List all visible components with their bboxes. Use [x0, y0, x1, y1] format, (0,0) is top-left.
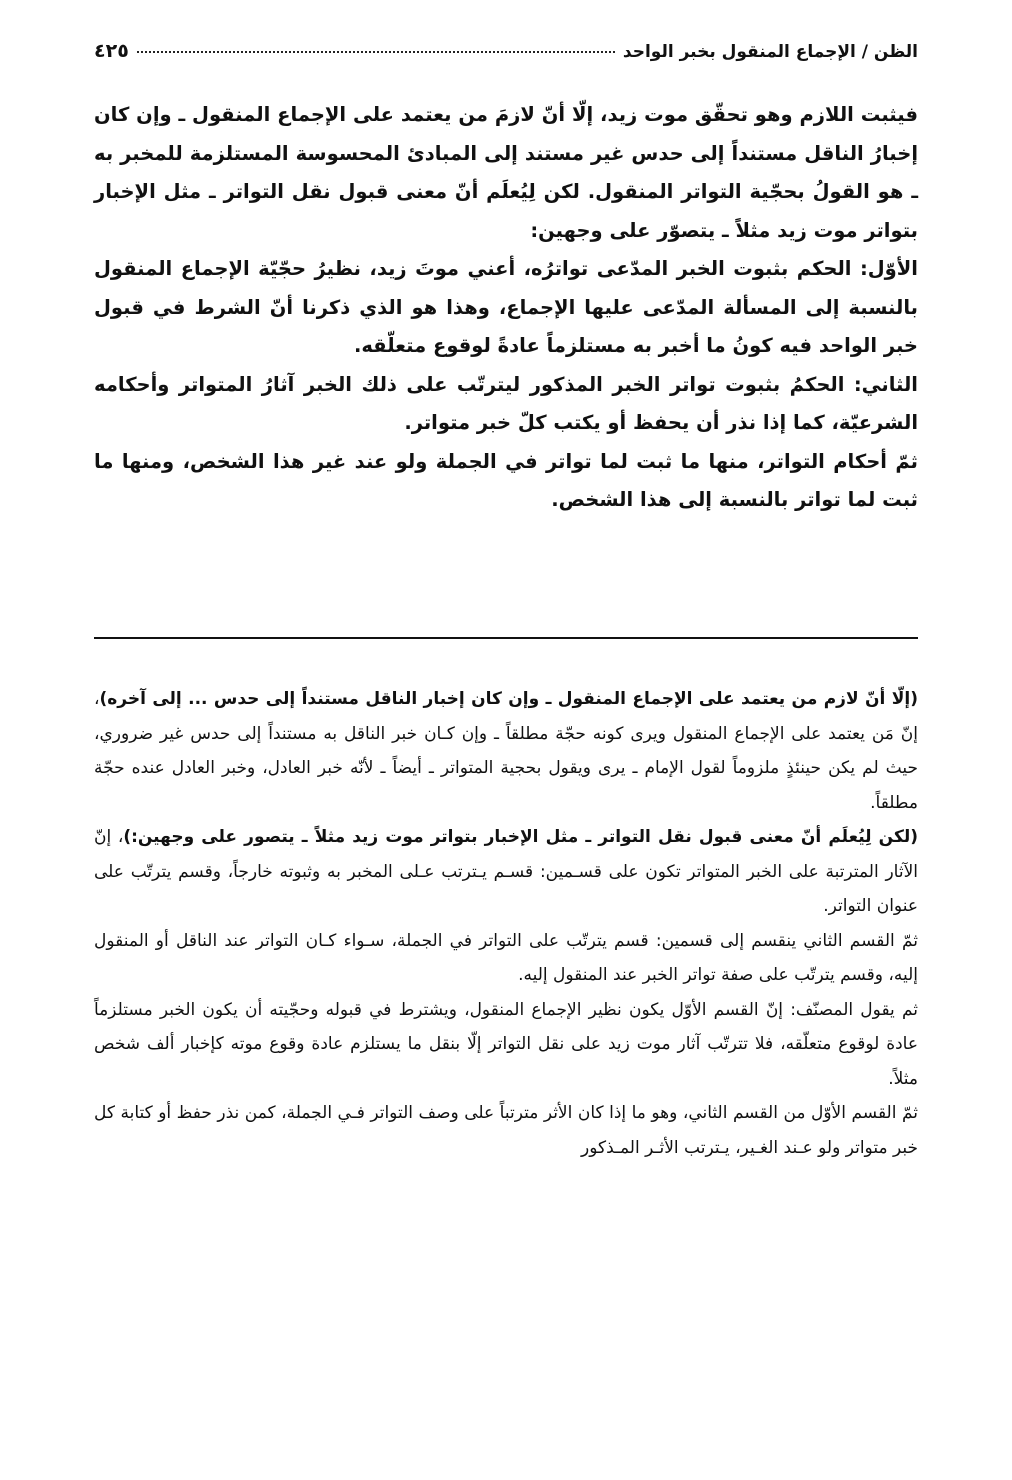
- commentary-paragraph: [94, 682, 918, 820]
- commentary-paragraph: [94, 924, 918, 993]
- main-paragraph: الأوّل: الحكم بثبوت الخبر المدّعى تواترُه، أعني موتَ زيد، نظيرُ حجّيّة الإجماع المنقول بالنسبة إلى المسألة المدّعى عليها الإجماع، وهذا هو الذي ذكرنا أنّ الشرط في قبول خبر الواحد فيه كونُ ما أخبر به مستلزماً عادةً لوقوع متعلّقه.: [94, 257, 918, 357]
- commentary-paragraph: [94, 1096, 918, 1165]
- commentary-text: ثم يقول المصنّف: إنّ القسم الأوّل يكون نظير الإجماع المنقول، ويشترط في قبوله وحجّيته أن يكون الخبر مستلزماً عادة لوقوع متعلّقه، فلا تترتّب آثار موت زيد على نقل التواتر إلّا بنقل ما يستلزم عادة وقوع موته كإخبار ألف شخص مثلاً.: [94, 999, 918, 1089]
- main-paragraph: فيثبت اللازم وهو تحقّق موت زيد، إلّا أنّ لازمَ من يعتمد على الإجماع المنقول ـ وإن كان إخبارُ الناقل مستنداً إلى حدس غير مستند إلى المبادئ المحسوسة المستلزمة للمخبر به ـ هو القولُ بحجّية التواتر المنقول. لكن لِيُعلَم أنّ معنى قبول نقل التواتر ـ مثل الإخبار بتواتر موت زيد مثلاً ـ يتصوّر على وجهين:: [94, 103, 918, 242]
- main-text-block: [94, 96, 918, 520]
- commentary-block: [94, 682, 918, 1165]
- leader-dots: [137, 51, 615, 53]
- main-paragraph: ثمّ أحكام التواتر، منها ما ثبت لما تواتر في الجملة ولو عند غير هذا الشخص، ومنها ما ثبت لما تواتر بالنسبة إلى هذا الشخص.: [94, 449, 918, 511]
- commentary-quote: (لكن لِيُعلَم أنّ معنى قبول نقل التواتر ـ مثل الإخبار بتواتر موت زيد مثلاً ـ يتصور على وجهين:): [123, 827, 918, 847]
- commentary-paragraph: [94, 820, 918, 924]
- page-number: ٤٢٥: [94, 40, 129, 62]
- running-header: [94, 40, 918, 76]
- commentary-text: ثمّ القسم الأوّل من القسم الثاني، وهو ما إذا كان الأثر مترتباً على وصف التواتر فـي الجملة، كمن نذر حفظ أو كتابة كل خبر متواتر ولو عـند الغـير، يـترتب الأثـر المـذكور: [94, 1103, 918, 1158]
- running-title: الظن / الإجماع المنقول بخبر الواحد: [622, 42, 918, 62]
- commentary-text: ، إنّ مَن يعتمد على الإجماع المنقول ويرى كونه حجّة مطلقاً ـ وإن كـان خبر الناقل به مستنداً إلى حدس غير ضروري، حيث لم يكن حينئذٍ ملزوماً لقول الإمام ـ يرى ويقول بحجية المتواتر ـ أيضاً ـ لأنّه خبر العادل، وخبر العادل عنده حجّة مطلقاً.: [94, 689, 918, 813]
- commentary-quote: (إلّا أنّ لازم من يعتمد على الإجماع المنقول ـ وإن كان إخبار الناقل مستنداً إلى حدس ... إلى آخره): [99, 689, 918, 709]
- commentary-paragraph: [94, 993, 918, 1097]
- commentary-text: ثمّ القسم الثاني ينقسم إلى قسمين: قسم يترتّب على التواتر في الجملة، سـواء كـان التواتر عند الناقل أو المنقول إليه، وقسم يترتّب على صفة تواتر الخبر عند المنقول إليه.: [94, 930, 918, 985]
- main-paragraph: الثاني: الحكمُ بثبوت تواتر الخبر المذكور ليترتّب على ذلك الخبر آثارُ المتواتر وأحكامه الشرعيّة، كما إذا نذر أن يحفظ أو يكتب كلّ خبر متواتر.: [94, 372, 918, 434]
- commentary-text: ، إنّ الآثار المترتبة على الخبر المتواتر تكون على قسـمين: قسـم يـترتب عـلى المخبر به وثبوته خارجاً، وقسم يترتّب على عنوان التواتر.: [94, 827, 918, 916]
- section-divider: [94, 637, 918, 639]
